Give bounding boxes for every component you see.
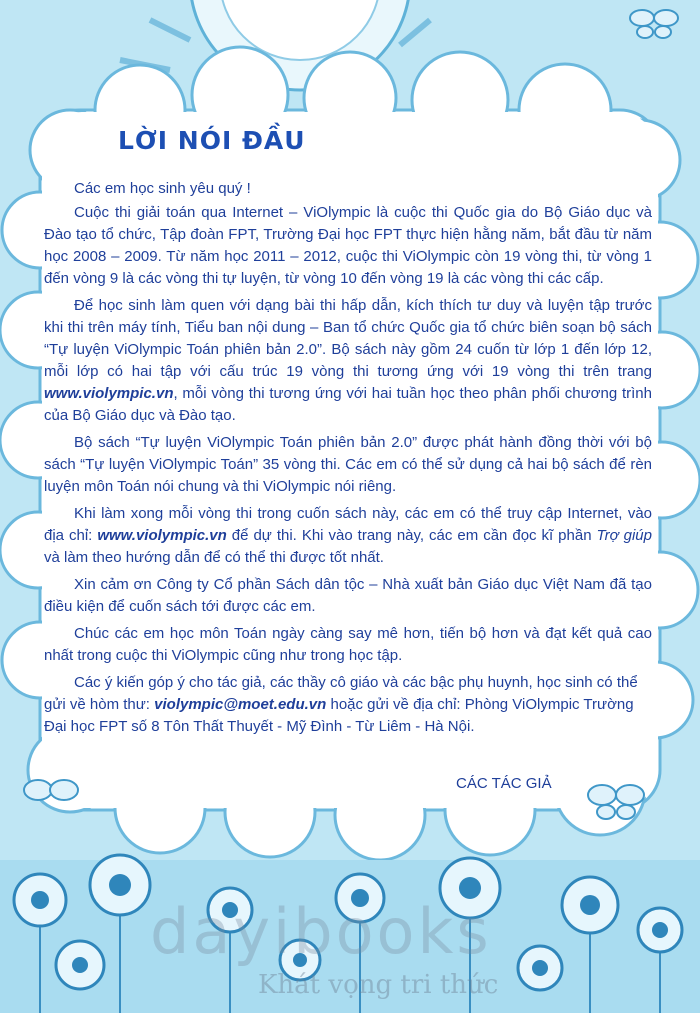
website-link: www.violympic.vn bbox=[44, 385, 174, 402]
paragraph-5: Xin cảm ơn Công ty Cổ phần Sách dân tộc – Nhà xuất bản Giáo dục Việt Nam đã tạo điều kiện để cuốn sách tới được các em. bbox=[44, 576, 652, 615]
watermark-tagline: Khát vọng tri thức bbox=[258, 970, 499, 1000]
paragraph-2-text-end: , mỗi vòng thi tương ứng với hai tuần học theo phân phối chương trình của Bộ Giáo dục và Đào tạo. bbox=[44, 385, 652, 424]
paragraph-4-text: Khi làm xong mỗi vòng thi trong cuốn sách này, các em có thể truy cập Internet, vào địa chỉ: bbox=[44, 505, 652, 544]
watermark-brand: dayibooks bbox=[150, 895, 492, 968]
greeting: Các em học sinh yêu quý ! bbox=[74, 180, 251, 197]
website-link: www.violympic.vn bbox=[97, 527, 227, 544]
paragraph-1: Cuộc thi giải toán qua Internet – ViOlympic là cuộc thi Quốc gia do Bộ Giáo dục và Đào tạo tổ chức, Tập đoàn FPT, Trường Đại học FPT thực hiện hằng năm, bắt đầu từ năm học 2008 – 2009. Từ năm học 2011 – 2012, cuộc thi ViOlympic còn 19 vòng thi, từ vòng 1 đến vòng 9 là các vòng thi tự luyện, từ vòng 10 đến vòng 19 là các vòng thi các cấp. bbox=[44, 204, 652, 287]
preface-body bbox=[44, 178, 652, 743]
signature: CÁC TÁC GIẢ bbox=[456, 775, 552, 792]
paragraph-7-text: Các ý kiến góp ý cho tác giả, các thầy cô giáo và các bậc phụ huynh, học sinh có thể gửi về hòm thư: bbox=[44, 674, 638, 713]
paragraph-2-text: Để học sinh làm quen với dạng bài thi hấp dẫn, kích thích tư duy và luyện tập trước khi thi trên máy tính, Tiểu ban nội dung – Ban tổ chức Quốc gia tổ chức biên soạn bộ sách “Tự luyện ViOlympic Toán phiên bản 2.0”. Bộ sách này gồm 24 cuốn từ lớp 1 đến lớp 12, mỗi lớp có hai tập với cấu trúc 19 vòng thi tương ứng với 19 vòng thi trên trang bbox=[44, 297, 652, 380]
paragraph-4 bbox=[44, 503, 652, 569]
email-address: violympic@moet.edu.vn bbox=[154, 696, 327, 713]
help-section-name: Trợ giúp bbox=[596, 527, 652, 544]
paragraph-7 bbox=[44, 672, 652, 738]
page-title: LỜI NÓI ĐẦU bbox=[118, 126, 306, 155]
paragraph-4-text-mid: để dự thi. Khi vào trang này, các em cần đọc kĩ phần bbox=[226, 527, 597, 544]
paragraph-7-text-end: hoặc gửi về địa chỉ: Phòng ViOlympic Trường Đại học FPT số 8 Tôn Thất Thuyết - Mỹ Đình - Từ Liêm - Hà Nội. bbox=[44, 696, 634, 735]
paragraph-2 bbox=[44, 295, 652, 427]
paragraph-3: Bộ sách “Tự luyện ViOlympic Toán phiên bản 2.0” được phát hành đồng thời với bộ sách “Tự luyện ViOlympic Toán” 35 vòng thi. Các em có thể sử dụng cả hai bộ sách để rèn luyện môn Toán nói chung và thi ViOlympic nói riêng. bbox=[44, 434, 652, 495]
paragraph-4-text-end: và làm theo hướng dẫn để có thể thi được tốt nhất. bbox=[44, 549, 384, 566]
paragraph-6: Chúc các em học môn Toán ngày càng say mê hơn, tiến bộ hơn và đạt kết quả cao nhất trong cuộc thi ViOlympic cũng như trong học tập. bbox=[44, 625, 652, 664]
